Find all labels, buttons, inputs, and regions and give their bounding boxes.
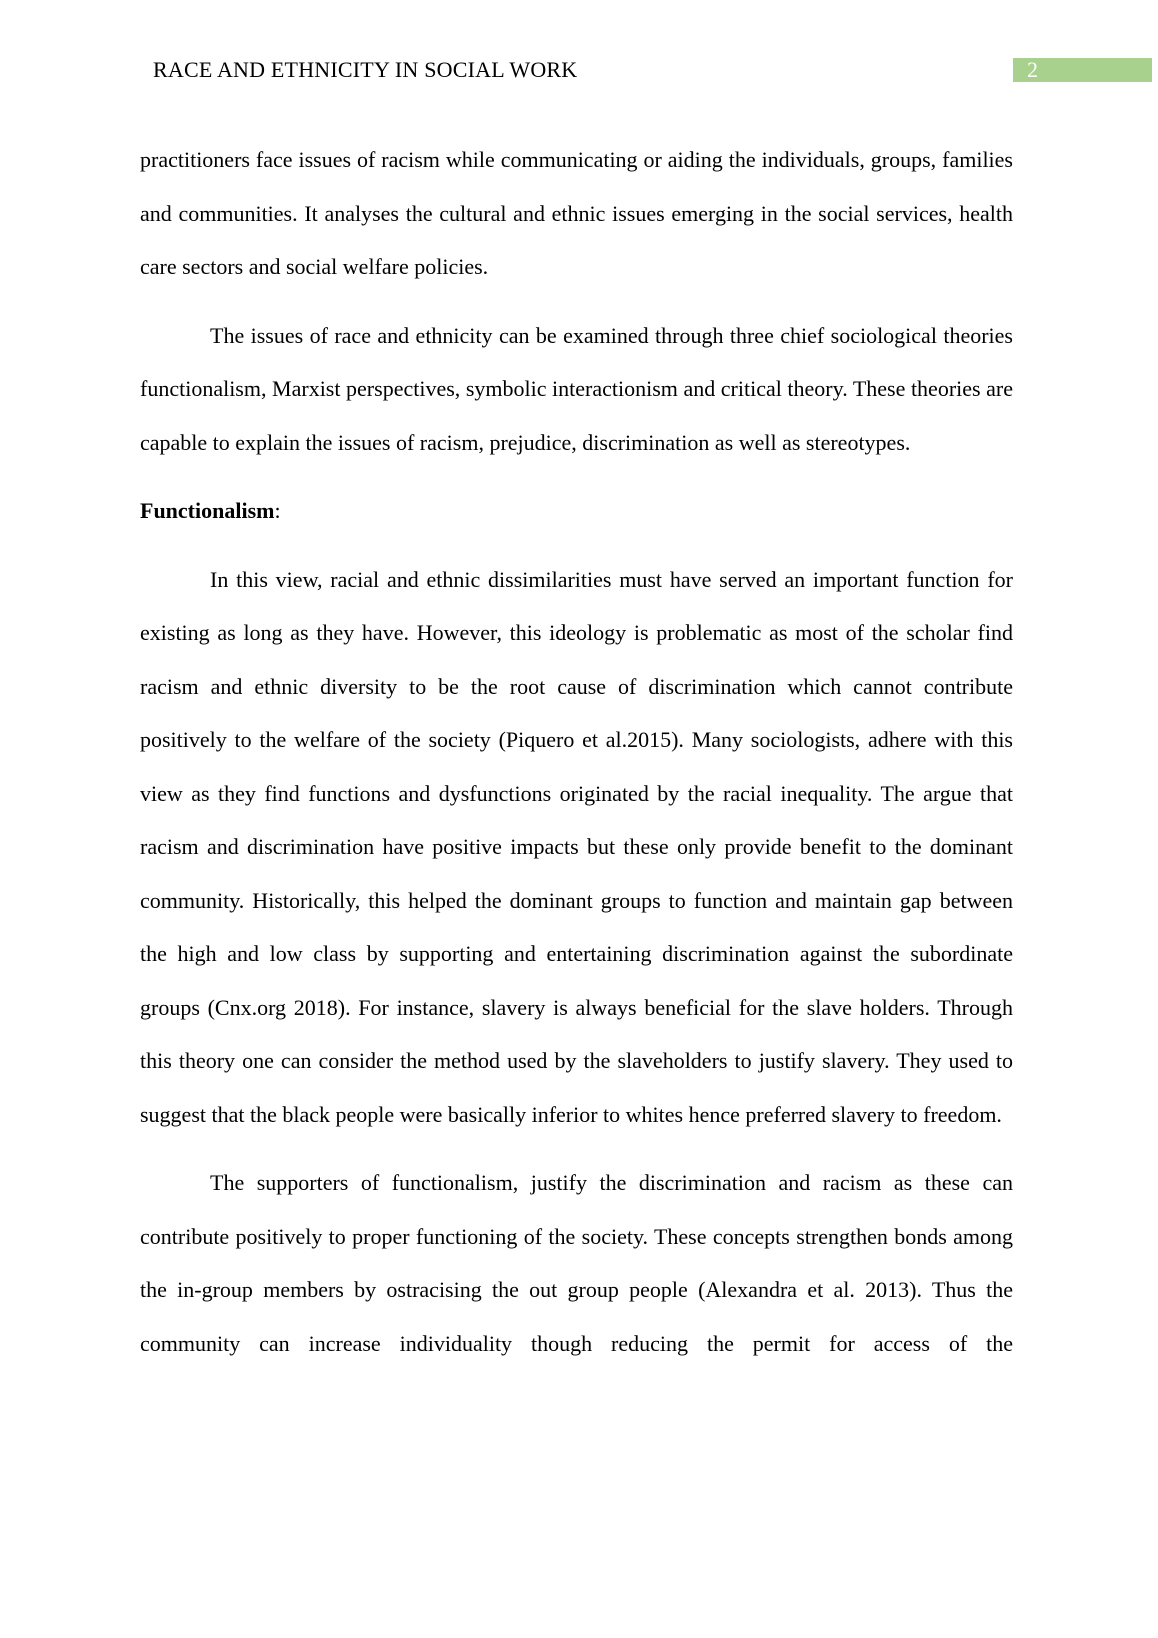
paragraph-2: The issues of race and ethnicity can be examined through three chief sociological theories functionalism, Marxist perspectives, symbolic interactionism and critical theory. These theories are capable to explain the issues of racism, prejudice, discrimination as well as stereotypes.	[140, 322, 1013, 455]
page-number: 2	[1027, 57, 1038, 82]
page-number-box	[1013, 58, 1152, 82]
running-head: RACE AND ETHNICITY IN SOCIAL WORK	[153, 57, 578, 82]
section-heading-colon: :	[274, 498, 281, 523]
paragraph-1: practitioners face issues of racism while communicating or aiding the individuals, groups, families and communities. It analyses the cultural and ethnic issues emerging in the social services, health care sectors and social welfare policies.	[140, 147, 1013, 279]
section-heading	[140, 484, 1013, 538]
body-text	[140, 133, 1013, 1385]
paragraph-3: In this view, racial and ethnic dissimilarities must have served an important function for existing as long as they have. However, this ideology is problematic as most of the scholar find racism and ethnic diversity to be the root cause of discrimination which cannot contribute positively to the welfare of the society (Piquero et al.2015). Many sociologists, adhere with this view as they find functions and dysfunctions originated by the racial inequality. The argue that racism and discrimination have positive impacts but these only provide benefit to the dominant community. Historically, this helped the dominant groups to function and maintain gap between the high and low class by supporting and entertaining discrimination against the subordinate groups (Cnx.org 2018). For instance, slavery is always beneficial for the slave holders. Through this theory one can consider the method used by the slaveholders to justify slavery. They used to suggest that the black people were basically inferior to whites hence preferred slavery to freedom.	[140, 566, 1013, 1127]
paragraph-4: The supporters of functionalism, justify the discrimination and racism as these can contribute positively to proper functioning of the society. These concepts strengthen bonds among the in-group members by ostracising the out group people (Alexandra et al. 2013). Thus the community can increase individuality though reducing the permit for access of the	[140, 1170, 1013, 1356]
section-heading-title: Functionalism	[140, 498, 275, 523]
